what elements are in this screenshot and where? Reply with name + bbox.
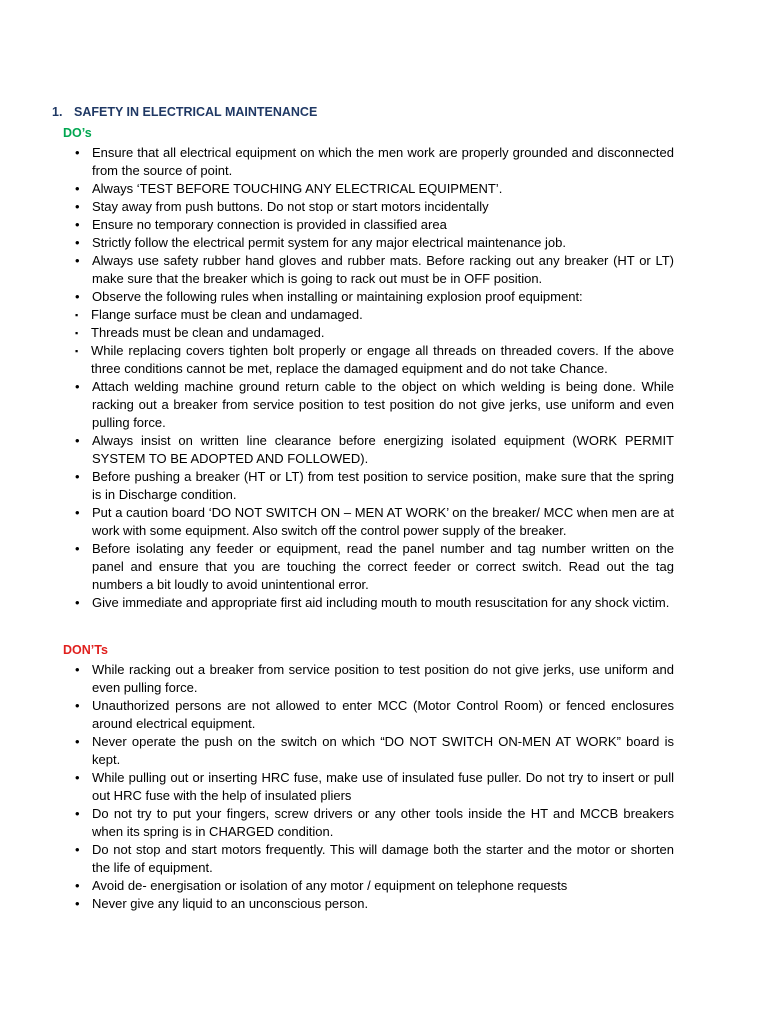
list-item <box>75 733 674 769</box>
donts-list <box>75 661 674 913</box>
bullet-icon: • <box>75 595 80 610</box>
bullet-icon: • <box>75 379 80 394</box>
list-item <box>75 180 674 198</box>
bullet-icon: • <box>75 842 80 857</box>
list-item <box>75 504 674 540</box>
list-item <box>75 342 674 378</box>
list-item-text: Flange surface must be clean and undamaged. <box>91 307 363 322</box>
bullet-icon: • <box>75 541 80 556</box>
list-item-text: Strictly follow the electrical permit system for any major electrical maintenance job. <box>92 235 566 250</box>
bullet-icon: • <box>75 878 80 893</box>
section-heading <box>52 105 317 119</box>
bullet-icon: • <box>75 469 80 484</box>
list-item <box>75 144 674 180</box>
list-item-text: Do not stop and start motors frequently. This will damage both the starter and the motor or shorten the life of equipment. <box>92 842 674 875</box>
bullet-icon: • <box>75 698 80 713</box>
bullet-icon: • <box>75 770 80 785</box>
list-item-text: Stay away from push buttons. Do not stop or start motors incidentally <box>92 199 489 214</box>
list-item <box>75 288 674 306</box>
list-item-text: Always use safety rubber hand gloves and rubber mats. Before racking out any breaker (HT or LT) make sure that the breaker which is going to rack out must be in OFF position. <box>92 253 674 286</box>
list-item-text: Observe the following rules when installing or maintaining explosion proof equipment: <box>92 289 583 304</box>
list-item <box>75 216 674 234</box>
dos-heading: DO’s <box>63 126 92 140</box>
dos-list <box>75 144 674 612</box>
bullet-icon: • <box>75 181 80 196</box>
list-item-text: While racking out a breaker from service position to test position do not give jerks, use uniform and even pulling force. <box>92 662 674 695</box>
list-item <box>75 895 674 913</box>
bullet-icon: • <box>75 505 80 520</box>
list-item-text: While replacing covers tighten bolt properly or engage all threads on threaded covers. If the above three conditions cannot be met, replace the damaged equipment and do not take Chance. <box>91 343 674 376</box>
list-item-text: Threads must be clean and undamaged. <box>91 325 325 340</box>
list-item-text: Before isolating any feeder or equipment, read the panel number and tag number written on the panel and ensure that you are touching the correct feeder or correct switch. Read out the tag numbers a bit loudly to avoid unintentional error. <box>92 541 674 592</box>
list-item <box>75 540 674 594</box>
bullet-icon: • <box>75 734 80 749</box>
bullet-icon: • <box>75 217 80 232</box>
list-item <box>75 468 674 504</box>
bullet-icon: • <box>75 289 80 304</box>
list-item <box>75 324 674 342</box>
section-number: 1. <box>52 105 63 119</box>
list-item <box>75 697 674 733</box>
bullet-icon: • <box>75 199 80 214</box>
square-bullet-icon: ▪ <box>75 328 79 338</box>
list-item-text: Unauthorized persons are not allowed to enter MCC (Motor Control Room) or fenced enclosures around electrical equipment. <box>92 698 674 731</box>
bullet-icon: • <box>75 145 80 160</box>
list-item <box>75 234 674 252</box>
list-item <box>75 252 674 288</box>
square-bullet-icon: ▪ <box>75 346 79 356</box>
bullet-icon: • <box>75 253 80 268</box>
list-item <box>75 432 674 468</box>
list-item <box>75 877 674 895</box>
list-item-text: Ensure no temporary connection is provided in classified area <box>92 217 447 232</box>
bullet-icon: • <box>75 235 80 250</box>
list-item-text: Ensure that all electrical equipment on which the men work are properly grounded and disconnected from the source of point. <box>92 145 674 178</box>
list-item <box>75 306 674 324</box>
list-item-text: Always insist on written line clearance before energizing isolated equipment (WORK PERMIT SYSTEM TO BE ADOPTED AND FOLLOWED). <box>92 433 674 466</box>
list-item-text: Before pushing a breaker (HT or LT) from test position to service position, make sure that the spring is in Discharge condition. <box>92 469 674 502</box>
list-item-text: Always ‘TEST BEFORE TOUCHING ANY ELECTRICAL EQUIPMENT’. <box>92 181 503 196</box>
square-bullet-icon: ▪ <box>75 310 79 320</box>
list-item <box>75 378 674 432</box>
list-item-text: Do not try to put your fingers, screw drivers or any other tools inside the HT and MCCB breakers when its spring is in CHARGED condition. <box>92 806 674 839</box>
list-item <box>75 198 674 216</box>
list-item <box>75 841 674 877</box>
list-item-text: Never give any liquid to an unconscious person. <box>92 896 369 911</box>
list-item <box>75 769 674 805</box>
list-item <box>75 594 674 612</box>
list-item-text: Avoid de- energisation or isolation of any motor / equipment on telephone requests <box>92 878 568 893</box>
bullet-icon: • <box>75 662 80 677</box>
list-item-text: Give immediate and appropriate first aid including mouth to mouth resuscitation for any shock victim. <box>92 595 670 610</box>
section-title: SAFETY IN ELECTRICAL MAINTENANCE <box>74 105 318 119</box>
list-item-text: Never operate the push on the switch on which “DO NOT SWITCH ON-MEN AT WORK” board is kept. <box>92 734 674 767</box>
list-item <box>75 805 674 841</box>
list-item <box>75 661 674 697</box>
list-item-text: While pulling out or inserting HRC fuse, make use of insulated fuse puller. Do not try to insert or pull out HRC fuse with the help of insulated pliers <box>92 770 674 803</box>
list-item-text: Put a caution board ‘DO NOT SWITCH ON – MEN AT WORK’ on the breaker/ MCC when men are at work with some equipment. Also switch off the control power supply of the breaker. <box>92 505 674 538</box>
bullet-icon: • <box>75 433 80 448</box>
bullet-icon: • <box>75 896 80 911</box>
bullet-icon: • <box>75 806 80 821</box>
donts-heading: DON’Ts <box>63 643 108 657</box>
list-item-text: Attach welding machine ground return cable to the object on which welding is being done. While racking out a breaker from service position to test position do not give jerks, use uniform and even pulling force. <box>92 379 674 430</box>
